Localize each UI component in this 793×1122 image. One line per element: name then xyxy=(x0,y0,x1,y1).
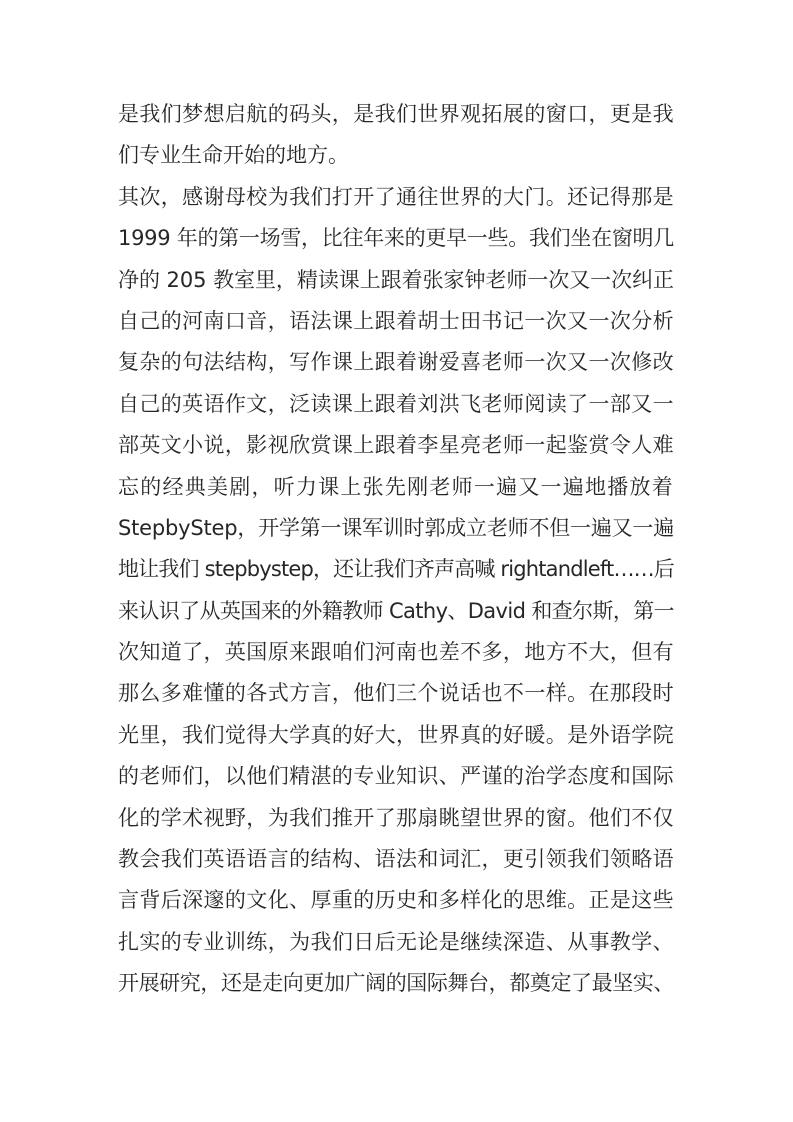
text-line xyxy=(118,880,674,921)
text-line-content: 净的 205 教室里，精读课上跟着张家钟老师一次又一次纠正 xyxy=(118,267,674,292)
text-line-content: 忘的经典美剧，听力课上张先刚老师一遍又一遍地播放着 xyxy=(118,474,674,499)
text-line-content: 复杂的句法结构，写作课上跟着谢爱喜老师一次又一次修改 xyxy=(118,350,675,375)
text-line xyxy=(118,673,674,714)
text-line xyxy=(118,218,674,259)
text-line xyxy=(118,963,674,1004)
text-line-content: 开展研究，还是走向更加广阔的国际舞台，都奠定了最坚实、 xyxy=(118,971,675,996)
text-line-content: 的老师们，以他们精湛的专业知识、严谨的治学态度和国际 xyxy=(118,764,675,789)
text-line xyxy=(118,922,674,963)
text-line xyxy=(118,384,674,425)
text-line xyxy=(118,756,674,797)
text-line xyxy=(118,94,674,135)
text-line-content: 来认识了从英国来的外籍教师 Cathy、David 和查尔斯，第一 xyxy=(118,598,674,623)
text-line-content: 部英文小说，影视欣赏课上跟着李星亮老师一起鉴赏令人难 xyxy=(118,433,675,458)
text-line-content: 地让我们 stepbystep，还让我们齐声高喊 rightandleft……后 xyxy=(118,557,674,582)
text-line xyxy=(118,839,674,880)
text-line-content: 言背后深邃的文化、厚重的历史和多样化的思维。正是这些 xyxy=(118,888,675,913)
text-line xyxy=(118,798,674,839)
text-line-content: 自己的英语作文，泛读课上跟着刘洪飞老师阅读了一部又一 xyxy=(118,391,675,416)
text-line xyxy=(118,177,674,218)
text-line xyxy=(118,425,674,466)
text-line xyxy=(118,715,674,756)
text-line xyxy=(118,508,674,549)
text-line-content: 自己的河南口音，语法课上跟着胡士田书记一次又一次分析 xyxy=(118,308,675,333)
text-line-content: 次知道了，英国原来跟咱们河南也差不多，地方不大，但有 xyxy=(118,640,675,665)
text-line xyxy=(118,632,674,673)
text-line-content: StepbyStep，开学第一课军训时郭成立老师不但一遍又一遍 xyxy=(118,515,674,540)
text-line xyxy=(118,467,675,508)
text-line xyxy=(118,260,674,301)
text-line xyxy=(118,549,673,590)
text-line-content: 那么多难懂的各式方言，他们三个说话也不一样。在那段时 xyxy=(118,681,675,706)
text-line-content: 教会我们英语语言的结构、语法和词汇，更引领我们领略语 xyxy=(118,847,675,872)
text-line-content: 化的学术视野，为我们推开了那扇眺望世界的窗。他们不仅 xyxy=(118,805,675,830)
text-line xyxy=(118,135,674,176)
text-line xyxy=(118,301,674,342)
text-line-content: 们专业生命开始的地方。 xyxy=(118,143,349,168)
text-line-content: 1999 年的第一场雪，比往年来的更早一些。我们坐在窗明几 xyxy=(118,226,674,251)
document-text xyxy=(118,94,674,1005)
text-line xyxy=(118,591,673,632)
text-line-content: 扎实的专业训练，为我们日后无论是继续深造、从事教学、 xyxy=(118,929,675,954)
text-line-content: 其次，感谢母校为我们打开了通往世界的大门。还记得那是 xyxy=(118,184,675,209)
text-line-content: 是我们梦想启航的码头，是我们世界观拓展的窗口，更是我 xyxy=(118,102,675,126)
text-line-content: 光里，我们觉得大学真的好大，世界真的好暖。是外语学院 xyxy=(118,722,675,747)
text-line xyxy=(118,342,674,383)
